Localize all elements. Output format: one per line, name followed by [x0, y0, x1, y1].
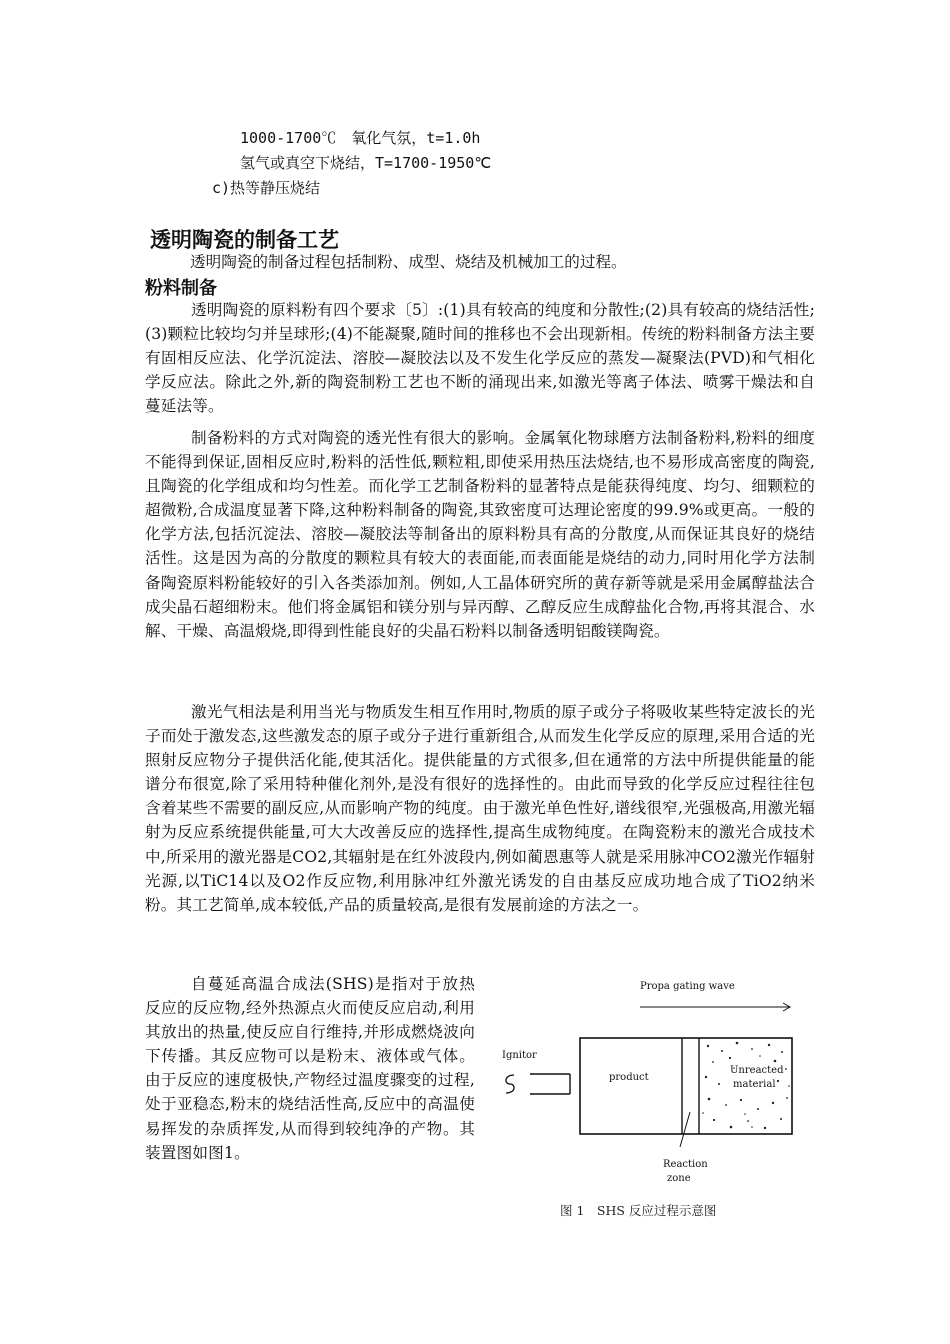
paragraph-1: 透明陶瓷的原料粉有四个要求〔5〕:(1)具有较高的纯度和分散性;(2)具有较高的烧结活性;(3)颗粒比较均匀并呈球形;(4)不能凝聚,随时间的推移也不会出现新相。传统的粉料制备方法主要有固相反应法、化学沉淀法、溶胶—凝胶法以及不发生化学反应的蒸发—凝聚法(PVD)和气相化学反应法。除此之外,新的陶瓷制粉工艺也不断的涌现出来,如激光等离子体法、喷雾干燥法和自蔓延法等。 [145, 301, 815, 416]
subsection-title: 粉料制备 [145, 278, 217, 299]
section-intro: 透明陶瓷的制备过程包括制粉、成型、烧结及机械加工的过程。 [190, 253, 627, 271]
shs-paragraph: 自蔓延高温合成法(SHS)是指对于放热反应的反应物,经外热源点火而使反应启动,利用其放出的热量,使反应自行维持,并形成燃烧波向下传播。其反应物可以是粉末、液体或气体。由于反应的速度极快,产物经过温度骤变的过程,处于亚稳态,粉末的烧结活性高,反应中的高温使易挥发的杂质挥发,从而得到较纯净的产物。其装置图如图1。 [145, 975, 475, 1162]
condition-line-2: 氢气或真空下烧结，T=1700-1950℃ [240, 154, 492, 172]
condition-line-3: c)热等静压烧结 [212, 179, 321, 197]
product-label: product [609, 1072, 649, 1083]
paragraph-3: 激光气相法是利用当光与物质发生相互作用时,物质的原子或分子将吸收某些特定波长的光子而处于激发态,这些激发态的原子或分子进行重新组合,从而发生化学反应的原理,采用合适的光照射反应物分子提供活化能,使其活化。提供能量的方式很多,但在通常的方法中所提供能量的能谱分布很宽,除了采用特种催化剂外,是没有很好的选择性的。由此而导致的化学反应过程往往包含着某些不需要的副反应,从而影响产物的纯度。由于激光单色性好,谱线很窄,光强极高,用激光辐射为反应系统提供能量,可大大改善反应的选择性,提高生成物纯度。在陶瓷粉末的激光合成技术中,所采用的激光器是CO2,其辐射是在红外波段内,例如蔺恩惠等人就是采用脉冲CO2激光作辐射光源,以TiC14以及O2作反应物,利用脉冲红外激光诱发的自由基反应成功地合成了TiO2纳米粉。其工艺简单,成本较低,产品的质量较高,是很有发展前途的方法之一。 [145, 703, 815, 914]
shs-figure [490, 972, 820, 1222]
unreacted-label: Unreacted [730, 1065, 784, 1076]
ignitor-label: Ignitor [502, 1050, 537, 1061]
condition-line-1: 1000-1700℃ 氧化气氛，t=1.0h [240, 129, 481, 147]
zone-label: zone [667, 1173, 691, 1184]
figure-caption: 图 1 SHS 反应过程示意图 [560, 1203, 717, 1218]
propagating-wave-label: Propa gating wave [640, 981, 735, 992]
material-label: material [733, 1079, 776, 1090]
section-title: 透明陶瓷的制备工艺 [150, 228, 339, 252]
reaction-label: Reaction [663, 1159, 708, 1170]
paragraph-2: 制备粉料的方式对陶瓷的透光性有很大的影响。金属氧化物球磨方法制备粉料,粉料的细度不能得到保证,固相反应时,粉料的活性低,颗粒粗,即使采用热压法烧结,也不易形成高密度的陶瓷,且陶瓷的化学组成和均匀性差。而化学工艺制备粉料的显著特点是能获得纯度、均匀、细颗粒的超微粉,合成温度显著下降,这种粉料制备的陶瓷,其致密度可达理论密度的99.9%或更高。一般的化学方法,包括沉淀法、溶胶—凝胶法等制备出的原料粉具有高的分散度,从而保证其良好的烧结活性。这是因为高的分散度的颗粒具有较大的表面能,而表面能是烧结的动力,同时用化学方法制备陶瓷原料粉能较好的引入各类添加剂。例如,人工晶体研究所的黄存新等就是采用金属醇盐法合成尖晶石超细粉末。他们将金属铝和镁分别与异丙醇、乙醇反应生成醇盐化合物,再将其混合、水解、干燥、高温煅烧,即得到性能良好的尖晶石粉料以制备透明铝酸镁陶瓷。 [145, 429, 815, 640]
